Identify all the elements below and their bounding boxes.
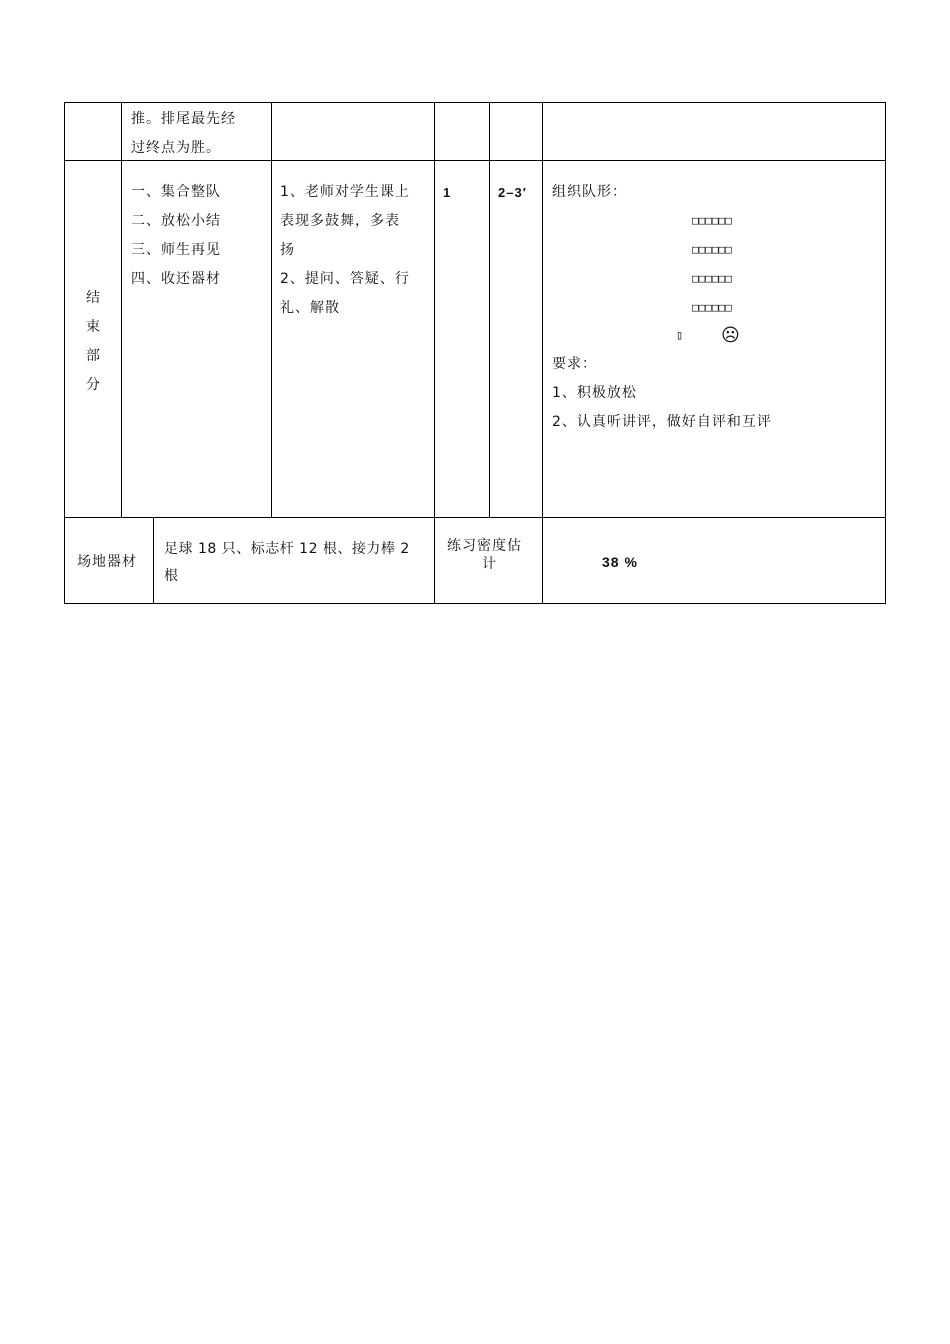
closing-content-line-1: 一、集合整队 xyxy=(131,184,221,200)
table-border-top xyxy=(64,102,886,103)
section-label-char-4: 分 xyxy=(86,377,100,393)
footer-col-divider xyxy=(153,517,154,604)
closing-count: 1 xyxy=(443,185,452,200)
venue-line-1: 足球 18 只、标志杆 12 根、接力棒 2 xyxy=(164,541,410,557)
density-label-line-1: 练习密度估 xyxy=(447,538,522,554)
density-label-line-2: 计 xyxy=(482,556,497,572)
row-top-content-line-2: 过终点为胜。 xyxy=(131,140,221,156)
closing-content-line-2: 二、放松小结 xyxy=(131,213,221,229)
col-divider-5 xyxy=(542,102,543,604)
requirement-line-1: 1、积极放松 xyxy=(552,385,637,401)
density-value: 38 % xyxy=(602,554,638,570)
closing-content-line-4: 四、收还器材 xyxy=(131,271,221,287)
formation-row-1: □□□□□□ xyxy=(692,214,732,227)
section-label-char-1: 结 xyxy=(86,290,100,306)
formation-row-3: □□□□□□ xyxy=(692,272,732,285)
closing-content-line-3: 三、师生再见 xyxy=(131,242,221,258)
closing-method-line-4: 2、提问、答疑、行 xyxy=(280,271,410,287)
table-border-bottom xyxy=(64,603,886,604)
col-divider-2 xyxy=(271,102,272,517)
col-divider-3 xyxy=(434,102,435,604)
closing-time: 2–3′ xyxy=(498,185,527,200)
requirement-line-2: 2、认真听讲评，做好自评和互评 xyxy=(552,414,772,430)
venue-label: 场地器材 xyxy=(77,554,137,570)
closing-method-line-1: 1、老师对学生课上 xyxy=(280,184,410,200)
formation-row-4: □□□□□□ xyxy=(692,301,732,314)
table-border-right xyxy=(885,102,886,604)
closing-method-line-2: 表现多鼓舞，多表 xyxy=(280,213,400,229)
requirements-title: 要求： xyxy=(552,356,597,372)
row-divider-2 xyxy=(64,517,886,518)
section-label-char-3: 部 xyxy=(86,348,100,364)
formation-row-2: □□□□□□ xyxy=(692,243,732,256)
section-label-char-2: 束 xyxy=(86,319,100,335)
org-title: 组织队形： xyxy=(552,184,627,200)
teacher-position-icon: ▯ xyxy=(676,328,684,342)
closing-method-line-5: 礼、解散 xyxy=(280,300,340,316)
col-divider-1 xyxy=(121,102,122,517)
venue-line-2: 根 xyxy=(164,568,179,584)
col-divider-4 xyxy=(489,102,490,517)
frown-face-icon: ☹ xyxy=(721,325,740,346)
row-top-content-line-1: 推。排尾最先经 xyxy=(131,111,236,127)
closing-method-line-3: 扬 xyxy=(280,242,295,258)
table-border-left xyxy=(64,102,65,604)
